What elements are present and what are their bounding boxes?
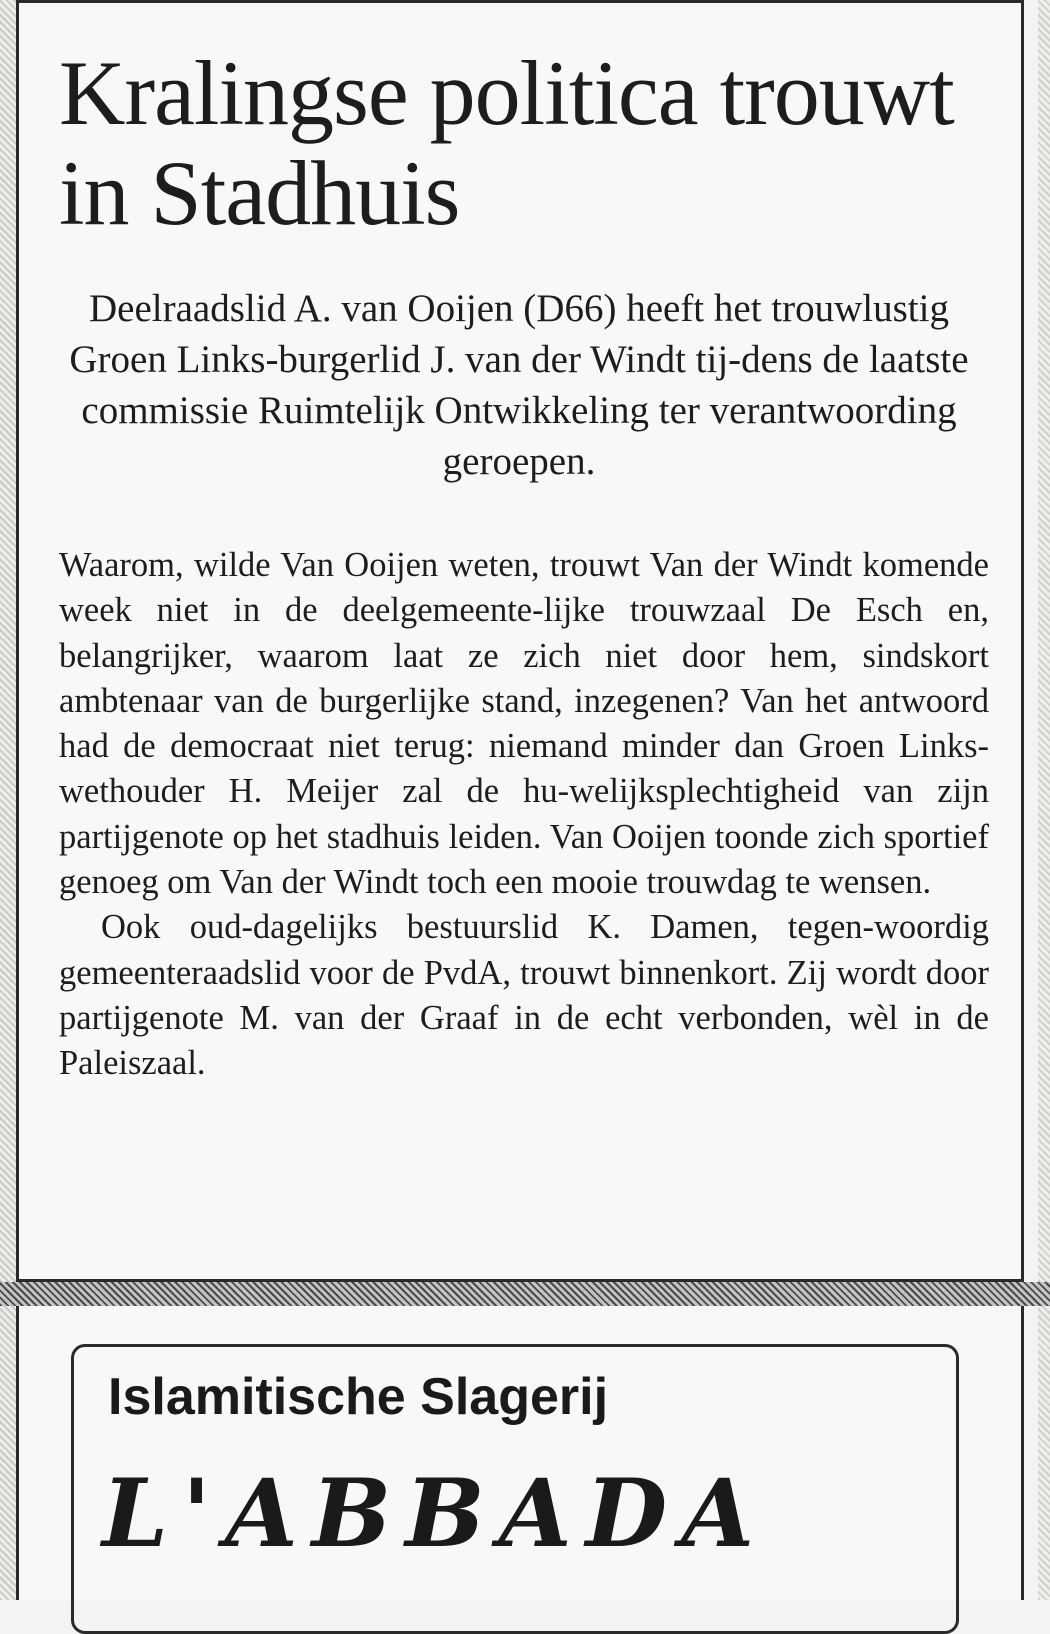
article-lead: Deelraadslid A. van Ooijen (D66) heeft het trouwlustig Groen Links-burgerlid J. van der Windt tij-dens de laatste commissie Ruimtelijk Ontwikkeling ter verantwoording geroepen.: [69, 287, 969, 483]
section-divider: [0, 1282, 1050, 1306]
advertisement-title: Islamitische Slagerij: [108, 1368, 609, 1426]
advertisement-frame: [16, 1306, 1024, 1600]
article-paragraph-2: Ook oud-dagelijks bestuurslid K. Damen, tegen-woordig gemeenteraadslid voor de PvdA, trouwt binnenkort. Zij wordt door partijgenote M. van der Graaf in de echt verbonden, wèl in de Paleiszaal.: [59, 908, 989, 1083]
article-body: [59, 543, 989, 1087]
article-frame: [16, 0, 1024, 1282]
article-headline: Kralingse politica trouwt in Stadhuis: [59, 42, 954, 244]
advertisement-box: [71, 1344, 959, 1634]
left-scan-edge: [0, 0, 16, 1600]
article-paragraph-1: Waarom, wilde Van Ooijen weten, trouwt Van der Windt komende week niet in de deelgemeente-lijke trouwzaal De Esch en, belangrijker, waarom laat ze zich niet door hem, sindskort ambtenaar van de burgerlijke stand, inzegenen? Van het antwoord had de democraat niet terug: niemand minder dan Groen Links-wethouder H. Meijer zal de hu-welijksplechtigheid van zijn partijgenote op het stadhuis leiden. Van Ooijen toonde zich sportief genoeg om Van der Windt toch een mooie trouwdag te wensen.: [59, 546, 989, 902]
right-scan-edge: [1038, 0, 1050, 1600]
advertisement-logo: L'ABBADA: [102, 1459, 769, 1569]
